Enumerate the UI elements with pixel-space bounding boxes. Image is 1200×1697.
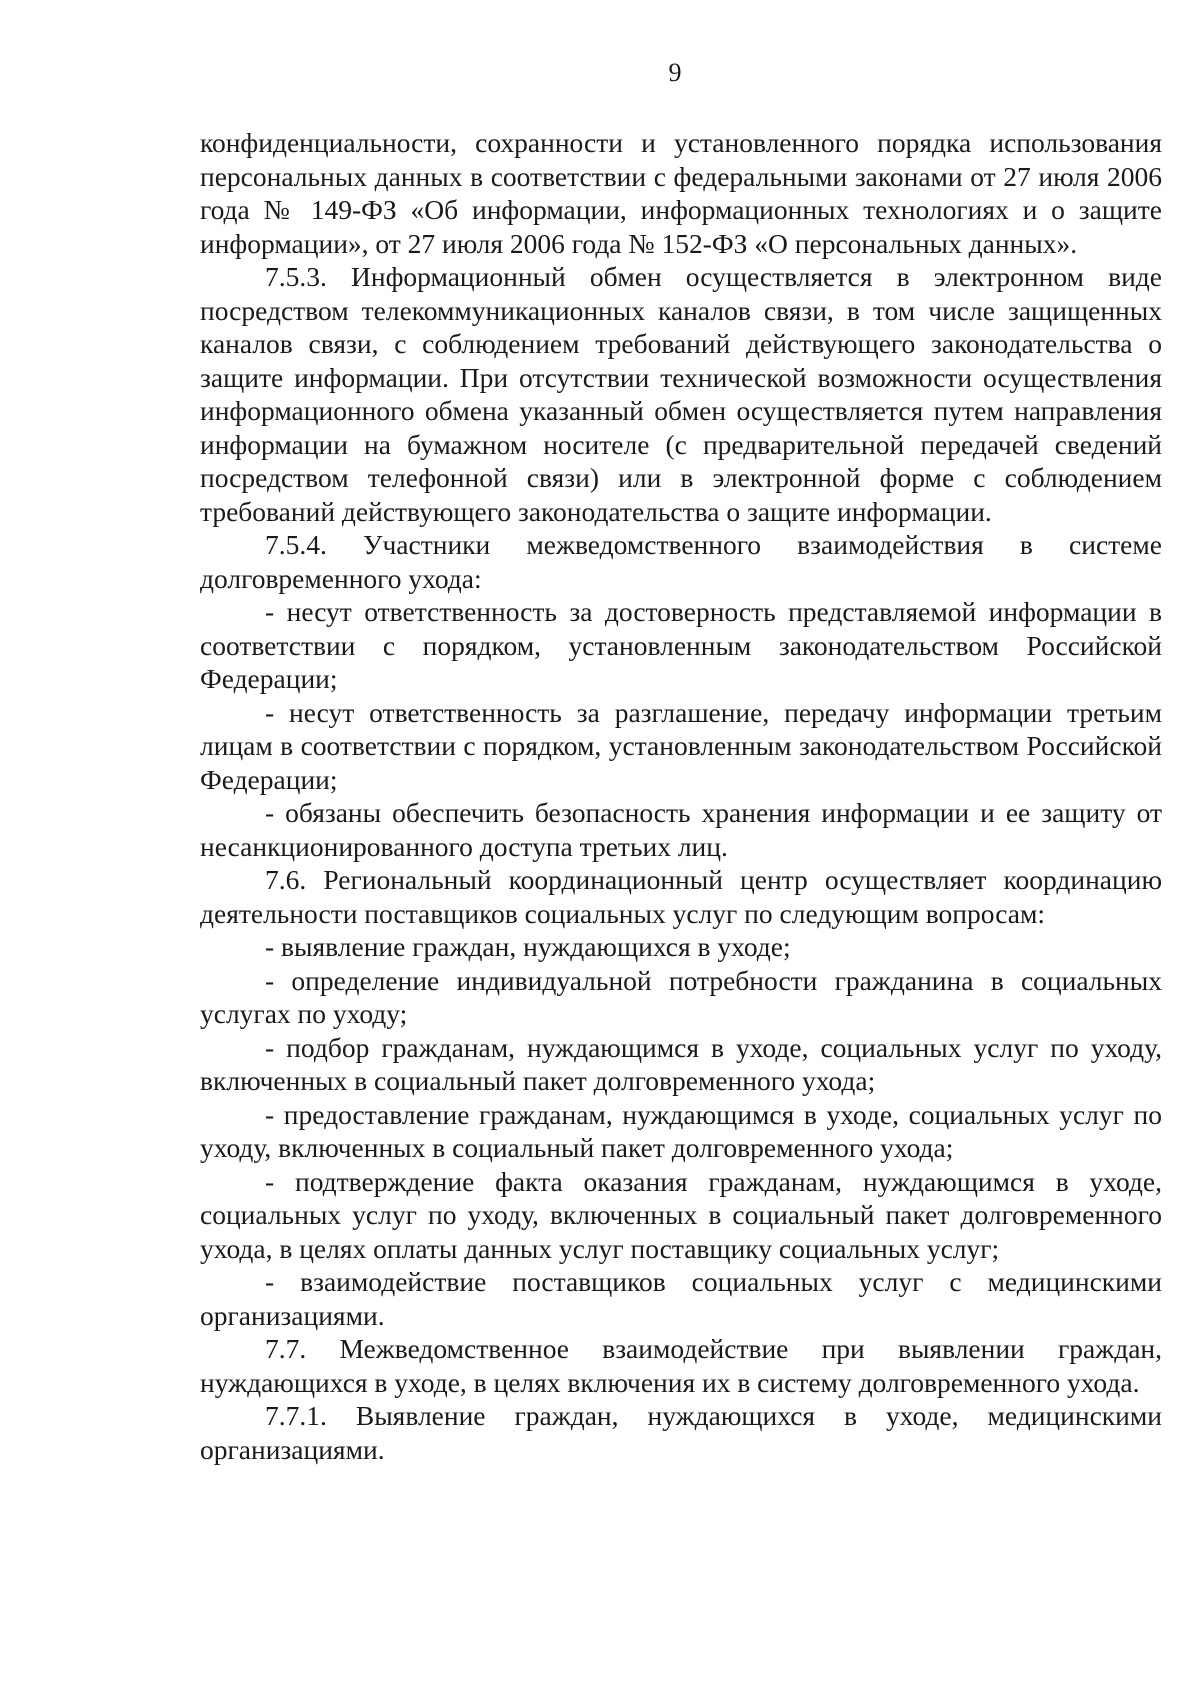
- paragraph: 7.7.1. Выявление граждан, нуждающихся в уходе, медицинскими организациями.: [200, 1400, 1162, 1465]
- list-item: - определение индивидуальной потребности гражданина в социальных услугах по уходу;: [200, 964, 1162, 1029]
- list-item: - несут ответственность за достоверность представляемой информации в соответствии с порядком, установленным законодательством Российской Федерации;: [200, 596, 1162, 694]
- list-item: - взаимодействие поставщиков социальных услуг с медицинскими организациями.: [200, 1266, 1162, 1331]
- paragraph: 7.5.4. Участники межведомственного взаимодействия в системе долговременного ухода:: [200, 529, 1162, 594]
- list-item: - подбор гражданам, нуждающимся в уходе, социальных услуг по уходу, включенных в социальный пакет долговременного ухода;: [200, 1031, 1162, 1096]
- list-item: - обязаны обеспечить безопасность хранения информации и ее защиту от несанкционированного доступа третьих лиц.: [200, 797, 1162, 862]
- page-number: 9: [668, 58, 682, 87]
- list-item: - предоставление гражданам, нуждающимся в уходе, социальных услуг по уходу, включенных в социальный пакет долговременного ухода;: [200, 1098, 1162, 1163]
- paragraph: конфиденциальности, сохранности и установленного порядка использования персональных данных в соответствии с федеральными законами от 27 июля 2006 года № 149-ФЗ «Об информации, информационных технологиях и о защите информации», от 27 июля 2006 года № 152-ФЗ «О персональных данных».: [200, 127, 1162, 259]
- paragraph: 7.7. Межведомственное взаимодействие при выявлении граждан, нуждающихся в уходе, в целях включения их в систему долговременного ухода.: [200, 1333, 1162, 1398]
- list-item: - подтверждение факта оказания гражданам, нуждающимся в уходе, социальных услуг по уходу, включенных в социальный пакет долговременного ухода, в целях оплаты данных услуг поставщику социальных услуг;: [200, 1165, 1162, 1264]
- paragraph: 7.5.3. Информационный обмен осуществляется в электронном виде посредством телекоммуникационных каналов связи, в том числе защищенных каналов связи, с соблюдением требований действующего законодательства о защите информации. При отсутствии технической возможности осуществления информационного обмена указанный обмен осуществляется путем направления информации на бумажном носителе (с предварительной передачей сведений посредством телефонной связи) или в электронной форме с соблюдением требований действующего законодательства о защите информации.: [200, 261, 1162, 527]
- list-item: - несут ответственность за разглашение, передачу информации третьим лицам в соответствии с порядком, установленным законодательством Российской Федерации;: [200, 696, 1162, 795]
- list-item: - выявление граждан, нуждающихся в уходе;: [265, 931, 791, 962]
- paragraph: 7.6. Региональный координационный центр осуществляет координацию деятельности поставщиков социальных услуг по следующим вопросам:: [200, 864, 1162, 929]
- document-body: [200, 126, 1162, 1466]
